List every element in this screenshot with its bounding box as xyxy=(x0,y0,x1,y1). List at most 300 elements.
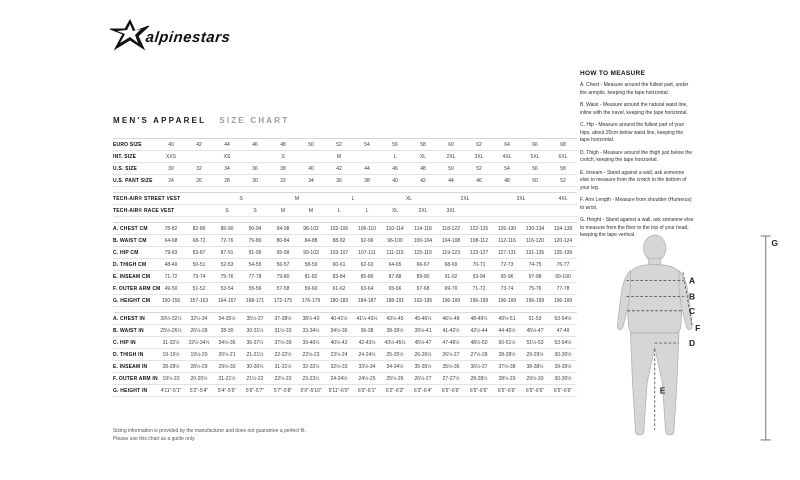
table-cell: 91-95 xyxy=(241,247,269,259)
row-label: C. HIP CM xyxy=(113,247,157,259)
row-label: TECH-AIR® STREET VEST xyxy=(113,193,157,205)
alpinestars-logo xyxy=(108,16,248,62)
table-cell: 48½-50 xyxy=(465,337,493,349)
table-cell: 33-34½ xyxy=(297,325,325,337)
table-cell: 90-94 xyxy=(241,223,269,235)
table-cell: 30-31½ xyxy=(241,325,269,337)
row-label: F. OUTER ARM CM xyxy=(113,283,157,295)
table-cell: 104-108 xyxy=(437,235,465,247)
table-cell: 19½-20 xyxy=(157,373,185,385)
table-cell: 192-195 xyxy=(409,295,437,307)
table-cell: 5'7"-5'8" xyxy=(269,385,297,397)
table-cell: 50 xyxy=(521,175,549,187)
table-cell: S xyxy=(269,151,297,163)
table-cell: 150-156 xyxy=(157,295,185,307)
measure-instruction: C. Hip - Measure around the fullest part of your hips, about 20cm below waist line, keeping the tape horizontal. xyxy=(580,122,685,143)
table-cell: 28-28½ xyxy=(157,361,185,373)
table-cell: 31-31½ xyxy=(269,361,297,373)
label-hip-c: C xyxy=(689,305,696,316)
table-cell: 77-78 xyxy=(549,283,577,295)
page-title-main: MEN'S APPAREL xyxy=(113,116,207,125)
table-cell: 196-199 xyxy=(493,295,521,307)
row-label: U.S. PANT SIZE xyxy=(113,175,157,187)
table-cell: 42 xyxy=(325,163,353,175)
table-cell: 36 xyxy=(325,175,353,187)
table-cell: 27-27½ xyxy=(437,373,465,385)
page-title xyxy=(113,116,289,125)
table-cell: 120-124 xyxy=(549,235,577,247)
table-cell: 111-115 xyxy=(381,247,409,259)
label-thigh-d: D xyxy=(689,338,696,349)
table-cell: 38-39½ xyxy=(381,325,409,337)
table-cell: 64-68 xyxy=(157,235,185,247)
table-cell: 54-55 xyxy=(241,259,269,271)
table-row xyxy=(113,283,577,295)
table-cell: 49½-51 xyxy=(493,313,521,325)
table-cell: 87-88 xyxy=(381,271,409,283)
table-cell: 68 xyxy=(549,139,577,151)
table-cell: 42 xyxy=(185,139,213,151)
table-cell: 95-99 xyxy=(269,247,297,259)
table-cell: 4'11"-5'1" xyxy=(157,385,185,397)
table-cell: 54 xyxy=(493,163,521,175)
table-cell: 6'5"-6'6" xyxy=(437,385,465,397)
table-cell: 103-107 xyxy=(325,247,353,259)
table-cell: 95-96 xyxy=(493,271,521,283)
table-cell: 31½-33 xyxy=(269,325,297,337)
table-cell: 176-179 xyxy=(297,295,325,307)
table-cell: 62-63 xyxy=(353,259,381,271)
table-cell: 36½-37 xyxy=(465,361,493,373)
table-cell: 157-163 xyxy=(185,295,213,307)
table-cell: XL xyxy=(381,205,409,217)
table-cell: 21½-22 xyxy=(241,373,269,385)
table-cell: 67-68 xyxy=(409,283,437,295)
table-cell: 3XL xyxy=(493,193,549,205)
row-label: E. INSEAM CM xyxy=(113,271,157,283)
table-row xyxy=(113,361,577,373)
table-cell: 3XL xyxy=(437,205,465,217)
table-row xyxy=(113,385,577,397)
table-cell: 28-28½ xyxy=(465,373,493,385)
table-cell: 68-69 xyxy=(437,259,465,271)
table-cell: 91-92 xyxy=(437,271,465,283)
row-label: U.S. SIZE xyxy=(113,163,157,175)
table-cell: 76-77 xyxy=(549,259,577,271)
table-cell: 134-138 xyxy=(549,223,577,235)
table-cell: 5'11"-6'0" xyxy=(325,385,353,397)
table-cell: 73-74 xyxy=(493,283,521,295)
table-cell: 2XL xyxy=(437,193,493,205)
table-cell: 71-72 xyxy=(465,283,493,295)
table-cell: 36-37½ xyxy=(241,337,269,349)
table-cell: 4XL xyxy=(549,193,577,205)
table-cell: 27½-28 xyxy=(465,349,493,361)
table-cell: 50 xyxy=(297,139,325,151)
table-cell: 81-82 xyxy=(297,271,325,283)
table-cell: 26½-28 xyxy=(185,325,213,337)
table-cell: 99-100 xyxy=(549,271,577,283)
table-cell: 23-23½ xyxy=(297,373,325,385)
table-cell: 110-114 xyxy=(381,223,409,235)
brand-wordmark: alpinestars xyxy=(144,29,232,46)
label-waist-b: B xyxy=(689,291,696,302)
table-row xyxy=(113,271,577,283)
table-cell: 52 xyxy=(325,139,353,151)
table-cell: 54 xyxy=(353,139,381,151)
table-cell: 40½-42 xyxy=(325,337,353,349)
table-cell: XXS xyxy=(157,151,185,163)
label-chest-a: A xyxy=(689,275,696,286)
table-cell: 37-38½ xyxy=(269,313,297,325)
table-cell: 24-24½ xyxy=(353,349,381,361)
table-cell: 35½-37 xyxy=(241,313,269,325)
table-cell xyxy=(549,205,577,217)
table-cell: 25-25½ xyxy=(381,349,409,361)
table-cell: 73-74 xyxy=(185,271,213,283)
table-cell: 4XL xyxy=(493,151,521,163)
table-cell: 48 xyxy=(409,163,437,175)
table-cell: 6'3"-6'4" xyxy=(409,385,437,397)
table-cell: 80-84 xyxy=(269,235,297,247)
table-cell: 30 xyxy=(241,175,269,187)
table-cell: 99-103 xyxy=(297,247,325,259)
table-cell: 41-42½ xyxy=(437,325,465,337)
table-cell: 55-56 xyxy=(241,283,269,295)
table-cell: 5'9"-5'10" xyxy=(297,385,325,397)
measure-instruction: B. Waist - Measure around the natural waist line, inline with the navel, keeping the tape horizontal. xyxy=(580,102,688,116)
table-cell: 3XL xyxy=(465,151,493,163)
table-cell: 66-67 xyxy=(409,259,437,271)
table-cell: 26-26½ xyxy=(409,349,437,361)
table-cell: 66 xyxy=(521,139,549,151)
row-label: D. THIGH IN xyxy=(113,349,157,361)
table-cell: 24-24½ xyxy=(325,373,353,385)
table-cell: 48 xyxy=(493,175,521,187)
table-row xyxy=(113,259,577,271)
table-cell: 30½-32½ xyxy=(157,313,185,325)
how-to-measure-panel xyxy=(580,70,694,245)
table-row xyxy=(113,175,577,187)
table-cell: 45½-47 xyxy=(521,325,549,337)
table-cell: 126-130 xyxy=(493,223,521,235)
table-cell: 32½-33 xyxy=(325,361,353,373)
table-cell: 26 xyxy=(185,175,213,187)
table-cell: 86-90 xyxy=(213,223,241,235)
table-cell: 6'0"-6'1" xyxy=(353,385,381,397)
table-cell: 44-45½ xyxy=(493,325,521,337)
table-cell: 119-123 xyxy=(437,247,465,259)
table-cell: 88-92 xyxy=(325,235,353,247)
table-cell: 41½-43½ xyxy=(353,313,381,325)
table-cell: 196-199 xyxy=(465,295,493,307)
table-cell: 50-51 xyxy=(185,259,213,271)
table-cell: 2XL xyxy=(409,205,437,217)
table-cell: 122-126 xyxy=(465,223,493,235)
table-row xyxy=(113,337,577,349)
table-cell: 30 xyxy=(157,163,185,175)
row-label: G. HEIGHT CM xyxy=(113,295,157,307)
table-cell: S xyxy=(241,205,269,217)
table-cell: 50-51½ xyxy=(493,337,521,349)
table-cell: 77-78 xyxy=(241,271,269,283)
table-cell: 56 xyxy=(521,163,549,175)
table-cell: 60 xyxy=(437,139,465,151)
table-cell: 63-64 xyxy=(353,283,381,295)
table-cell: 108-112 xyxy=(465,235,493,247)
table-cell: L xyxy=(353,205,381,217)
table-cell: XS xyxy=(213,151,241,163)
table-cell: 85-86 xyxy=(353,271,381,283)
table-cell xyxy=(185,205,213,217)
measure-instruction: A. Chest - Measure around the fullest part, under the armpits, keeping the tape horizontal. xyxy=(580,82,689,96)
table-cell: 22½-23 xyxy=(269,373,297,385)
table-cell: 32½-34½ xyxy=(185,337,213,349)
table-cell: M xyxy=(297,205,325,217)
table-cell: 64 xyxy=(493,139,521,151)
table-cell: 97-98 xyxy=(521,271,549,283)
table-cell xyxy=(185,151,213,163)
table-cell: 44 xyxy=(437,175,465,187)
table-cell: 20½-21 xyxy=(213,349,241,361)
table-cell: 23½-24 xyxy=(325,349,353,361)
table-cell: 84-88 xyxy=(297,235,325,247)
table-cell: 28½-29 xyxy=(185,361,213,373)
table-cell: 39-39½ xyxy=(549,361,577,373)
table-row xyxy=(113,151,577,163)
table-row xyxy=(113,295,577,307)
table-cell: 32½-34 xyxy=(185,313,213,325)
label-height-g: G xyxy=(771,238,779,249)
table-cell: 123-127 xyxy=(465,247,493,259)
table-cell: 102-106 xyxy=(325,223,353,235)
table-cell: 46 xyxy=(241,139,269,151)
disclaimer-line-1: Sizing information is provided by the manufacturer and does not guarantee a perfect fit. xyxy=(113,428,306,434)
table-row xyxy=(113,235,577,247)
table-cell: 44 xyxy=(353,163,381,175)
table-cell: 6'5"-6'6" xyxy=(465,385,493,397)
table-cell: 2XL xyxy=(437,151,465,163)
row-label: A. CHEST CM xyxy=(113,223,157,235)
table-cell: 40-41½ xyxy=(325,313,353,325)
table-cell: 47-48½ xyxy=(437,337,465,349)
table-cell: 53-54 xyxy=(213,283,241,295)
table-cell: 83-87 xyxy=(185,247,213,259)
table-cell: 50 xyxy=(437,163,465,175)
table-cell: 37½-39 xyxy=(269,337,297,349)
table-cell: 19-19½ xyxy=(157,349,185,361)
table-row xyxy=(113,223,577,235)
table-cell: 38½-40 xyxy=(297,313,325,325)
table-cell: 172-175 xyxy=(269,295,297,307)
table-cell: 32 xyxy=(269,175,297,187)
table-cell: 164-167 xyxy=(213,295,241,307)
table-row xyxy=(113,163,577,175)
table-cell: 24½-25 xyxy=(353,373,381,385)
table-cell: 6'5"-6'6" xyxy=(521,385,549,397)
table-cell: 32 xyxy=(185,163,213,175)
table-cell: 28-30 xyxy=(213,325,241,337)
table-cell: L xyxy=(381,151,409,163)
table-cell: 57-58 xyxy=(269,283,297,295)
table-cell: 29½-30 xyxy=(521,373,549,385)
table-cell: 25½-26 xyxy=(381,373,409,385)
table-cell: 26½-27 xyxy=(437,349,465,361)
table-row xyxy=(113,325,577,337)
table-cell: 29½-30 xyxy=(213,361,241,373)
table-row xyxy=(113,193,577,205)
table-cell: 6XL xyxy=(549,151,577,163)
table-cell: 24 xyxy=(157,175,185,187)
table-cell: 72-73 xyxy=(493,259,521,271)
table-cell: 135-139 xyxy=(549,247,577,259)
table-cell: 62 xyxy=(465,139,493,151)
table-cell: 61-62 xyxy=(325,283,353,295)
table-cell: 79-80 xyxy=(269,271,297,283)
table-cell xyxy=(521,205,549,217)
table-cell: 64-65 xyxy=(381,259,409,271)
table-cell: 127-131 xyxy=(493,247,521,259)
table-cell: 51½-53 xyxy=(521,337,549,349)
table-cell: 94-98 xyxy=(269,223,297,235)
table-cell: 40 xyxy=(297,163,325,175)
table-cell: 93-94 xyxy=(465,271,493,283)
table-cell: 196-199 xyxy=(521,295,549,307)
table-cell: 5'2"-5'4" xyxy=(185,385,213,397)
table-cell: 38-38½ xyxy=(521,361,549,373)
table-cell: 39½-41 xyxy=(409,325,437,337)
table-cell: 76-80 xyxy=(241,235,269,247)
table-cell: 59-60 xyxy=(297,283,325,295)
table-cell: 47-49 xyxy=(549,325,577,337)
row-label: TECH-AIR® RACE VEST xyxy=(113,205,157,217)
table-cell: 37½-38 xyxy=(493,361,521,373)
table-cell: M xyxy=(325,151,353,163)
table-cell: 53-54½ xyxy=(549,313,577,325)
table-cell: 28½-29 xyxy=(493,373,521,385)
table-cell: 30-30½ xyxy=(549,373,577,385)
table-cell xyxy=(297,151,325,163)
table-cell: 68-72 xyxy=(185,235,213,247)
table-cell: 32-32½ xyxy=(297,361,325,373)
table-cell xyxy=(353,151,381,163)
table-cell: 180-183 xyxy=(325,295,353,307)
table-cell: 78-82 xyxy=(157,223,185,235)
row-label: B. WAIST CM xyxy=(113,235,157,247)
table-cell: 52 xyxy=(465,163,493,175)
table-cell: 82-86 xyxy=(185,223,213,235)
alpinestars-star-icon xyxy=(110,20,149,49)
table-cell: 22½-23 xyxy=(297,349,325,361)
table-cell: 30-30½ xyxy=(241,361,269,373)
table-cell: 196-199 xyxy=(437,295,465,307)
table-row xyxy=(113,205,577,217)
table-cell: S xyxy=(213,205,241,217)
row-label: C. HIP IN xyxy=(113,337,157,349)
table-cell: 42-43½ xyxy=(353,337,381,349)
table-cell: 51-53 xyxy=(521,313,549,325)
table-cell: 40 xyxy=(157,139,185,151)
page-title-sub: SIZE CHART xyxy=(219,116,290,125)
table-cell: 45½-47 xyxy=(409,337,437,349)
table-cell: 34½-36 xyxy=(213,337,241,349)
disclaimer xyxy=(113,427,306,443)
table-cell: 114-118 xyxy=(409,223,437,235)
table-cell: 46½-48 xyxy=(437,313,465,325)
table-cell: 69-70 xyxy=(437,283,465,295)
row-label: E. INSEAM IN xyxy=(113,361,157,373)
row-label: B. WAIST IN xyxy=(113,325,157,337)
table-cell: 20-20½ xyxy=(185,373,213,385)
table-cell: 46 xyxy=(381,163,409,175)
table-cell: 96-100 xyxy=(381,235,409,247)
table-cell: 34-34½ xyxy=(381,361,409,373)
table-row xyxy=(113,139,577,151)
table-cell: 43½-45 xyxy=(381,313,409,325)
measure-instruction: D. Thigh - Measure around the thigh just below the crotch, keeping the tape horizontal. xyxy=(580,149,693,163)
row-label: D. THIGH CM xyxy=(113,259,157,271)
measurement-figure xyxy=(588,232,780,446)
table-cell: 98-102 xyxy=(297,223,325,235)
size-table xyxy=(113,138,577,397)
table-cell: 118-122 xyxy=(437,223,465,235)
table-cell: 79-83 xyxy=(157,247,185,259)
label-inseam-e: E xyxy=(659,385,666,396)
table-row xyxy=(113,313,577,325)
table-cell: 19½-20 xyxy=(185,349,213,361)
table-cell: 168-171 xyxy=(241,295,269,307)
table-cell: 42½-44 xyxy=(465,325,493,337)
table-cell: 56-57 xyxy=(269,259,297,271)
table-cell: 188-191 xyxy=(381,295,409,307)
table-cell: 58 xyxy=(409,139,437,151)
table-cell: 5'6"-5'7" xyxy=(241,385,269,397)
how-to-measure-title: HOW TO MEASURE xyxy=(580,70,646,77)
table-cell: 52 xyxy=(549,175,577,187)
table-cell: 34 xyxy=(213,163,241,175)
table-cell: L xyxy=(325,193,381,205)
table-cell: 184-187 xyxy=(353,295,381,307)
table-cell: 21-21½ xyxy=(213,373,241,385)
measure-instruction: G. Height - Stand against a wall, ask someone else to measure from the floor to the top of your head, keeping the tape vertical. xyxy=(580,217,694,238)
disclaimer-line-2: Please use this chart as a guide only. xyxy=(113,436,196,442)
table-cell: 6'2"-6'3" xyxy=(381,385,409,397)
table-cell: 25½-26½ xyxy=(157,325,185,337)
table-cell: 35½-36 xyxy=(437,361,465,373)
table-cell: 40 xyxy=(381,175,409,187)
table-cell: 83-84 xyxy=(325,271,353,283)
table-cell: 116-120 xyxy=(521,235,549,247)
table-cell: 26½-27 xyxy=(409,373,437,385)
table-cell: 42 xyxy=(409,175,437,187)
table-cell: 36 xyxy=(241,163,269,175)
table-cell: 34-35½ xyxy=(213,313,241,325)
table-cell: 28 xyxy=(213,175,241,187)
table-cell: 115-119 xyxy=(409,247,437,259)
table-cell: 29-29½ xyxy=(521,349,549,361)
table-cell: 70-71 xyxy=(465,259,493,271)
table-cell: 22-22½ xyxy=(269,349,297,361)
table-cell: 34½-36 xyxy=(325,325,353,337)
table-cell: 131-135 xyxy=(521,247,549,259)
table-cell: 58 xyxy=(549,163,577,175)
table-cell: 75-76 xyxy=(521,283,549,295)
table-cell: 48-49½ xyxy=(465,313,493,325)
table-cell: M xyxy=(269,193,325,205)
table-cell: 106-110 xyxy=(353,223,381,235)
table-cell: 33½-34 xyxy=(353,361,381,373)
table-cell: 71-72 xyxy=(157,271,185,283)
